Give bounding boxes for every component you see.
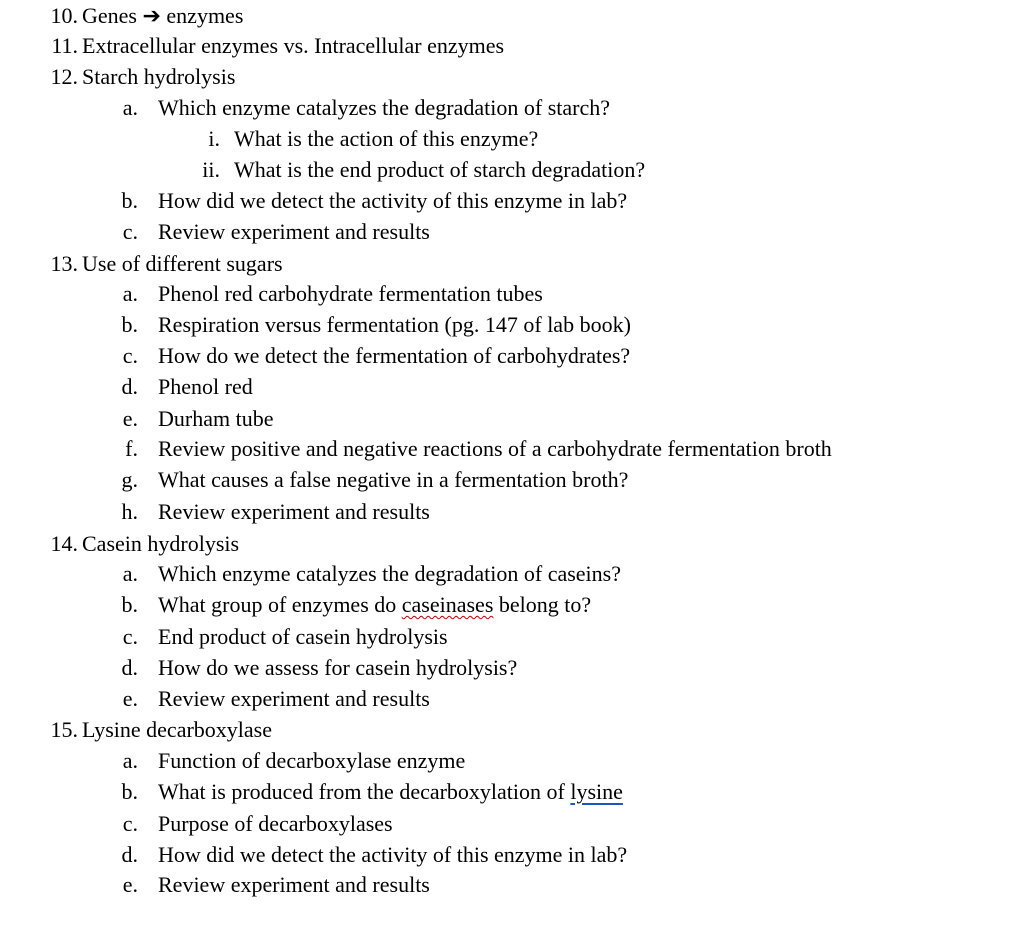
item-number: 10.: [50, 3, 78, 28]
item-text: How do we detect the fermentation of carbohydrates?: [158, 343, 631, 368]
item-roman: ii.: [202, 157, 220, 182]
item-text: Phenol red carbohydrate fermentation tubes: [158, 281, 543, 306]
item-text: Casein hydrolysis: [82, 531, 240, 556]
item-text: [158, 776, 623, 807]
item-letter: c.: [122, 624, 138, 649]
text-segment: belong to?: [493, 592, 592, 617]
item-letter: g.: [121, 467, 138, 492]
item-letter: e.: [122, 686, 138, 711]
item-text: Review experiment and results: [158, 499, 430, 524]
item-letter: h.: [121, 499, 138, 524]
item-number: 12.: [50, 64, 78, 89]
item-number: 15.: [50, 717, 78, 742]
item-text: How did we detect the activity of this enzyme in lab?: [158, 842, 628, 867]
item-letter: b.: [121, 592, 138, 617]
item-text: Extracellular enzymes vs. Intracellular enzymes: [82, 33, 505, 58]
item-text: What causes a false negative in a fermentation broth?: [158, 467, 629, 492]
item-letter: d.: [121, 374, 138, 399]
item-letter: c.: [122, 219, 138, 244]
item-letter: e.: [122, 872, 138, 897]
item-text: Purpose of decarboxylases: [158, 811, 393, 836]
item-text: Lysine decarboxylase: [82, 717, 272, 742]
item-text: End product of casein hydrolysis: [158, 624, 448, 649]
spellcheck-flagged-word[interactable]: caseinases: [401, 592, 494, 617]
item-text: What is the action of this enzyme?: [234, 126, 539, 151]
item-number: 13.: [50, 251, 78, 276]
item-letter: e.: [122, 406, 138, 431]
item-letter: b.: [121, 188, 138, 213]
item-text: Review positive and negative reactions of a carbohydrate fermentation broth: [158, 436, 832, 461]
item-text: Function of decarboxylase enzyme: [158, 748, 466, 773]
item-number: 14.: [50, 531, 78, 556]
item-text: Genes ➔ enzymes: [82, 3, 244, 28]
item-roman: i.: [208, 126, 220, 151]
item-text: Review experiment and results: [158, 872, 430, 897]
item-text: What is the end product of starch degradation?: [234, 157, 646, 182]
item-letter: a.: [122, 95, 138, 120]
item-text: How do we assess for casein hydrolysis?: [158, 655, 518, 680]
item-letter: b.: [121, 779, 138, 804]
item-number: 11.: [51, 33, 78, 58]
item-letter: b.: [121, 312, 138, 337]
item-text: [158, 589, 591, 620]
item-letter: a.: [122, 748, 138, 773]
item-text: Phenol red: [158, 374, 253, 399]
item-letter: c.: [122, 811, 138, 836]
grammar-flagged-word[interactable]: lysine: [570, 779, 623, 804]
item-text: How did we detect the activity of this enzyme in lab?: [158, 188, 628, 213]
item-letter: c.: [122, 343, 138, 368]
item-letter: a.: [122, 561, 138, 586]
item-text: Respiration versus fermentation (pg. 147 of lab book): [158, 312, 631, 337]
item-text: Review experiment and results: [158, 686, 430, 711]
item-text: Durham tube: [158, 406, 274, 431]
item-text: Which enzyme catalyzes the degradation of starch?: [158, 95, 610, 120]
item-letter: a.: [122, 281, 138, 306]
item-letter: d.: [121, 655, 138, 680]
item-text: Starch hydrolysis: [82, 64, 236, 89]
item-text: Review experiment and results: [158, 219, 430, 244]
item-text: Use of different sugars: [82, 251, 283, 276]
item-text: Which enzyme catalyzes the degradation of caseins?: [158, 561, 621, 586]
text-segment: What group of enzymes do: [158, 592, 402, 617]
text-segment: What is produced from the decarboxylation of: [158, 779, 571, 804]
item-letter: d.: [121, 842, 138, 867]
item-letter: f.: [125, 436, 138, 461]
